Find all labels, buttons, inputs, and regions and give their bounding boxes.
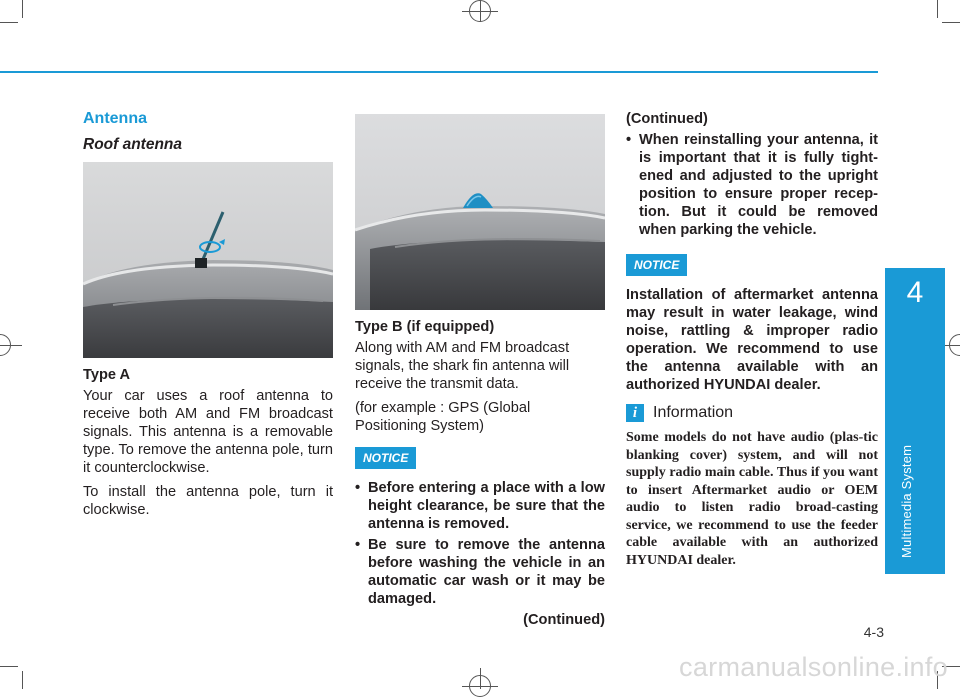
notice-paragraph: Installation of aftermarket antenna may result in water leakage, wind noise, rattling & improper radio operation. We recommend to use the antenna available with an authorized HYUNDAI dealer. [626, 287, 878, 393]
list-item: • When reinstalling your antenna, it is important that it is fully tight-ened and adjusted to the upright position to ensure proper recep-tion. But it could be removed when parking the vehicle. [626, 131, 878, 239]
list-item: • Before entering a place with a low height clearance, be sure that the antenna is removed. [355, 479, 605, 533]
crop-mark [937, 0, 938, 18]
body-paragraph: To install the antenna pole, turn it clockwise. [83, 484, 333, 518]
notice-badge: NOTICE [626, 254, 687, 276]
type-a-label: Type A [83, 367, 131, 383]
registration-mark [0, 345, 22, 346]
subsection-heading: Roof antenna [83, 136, 183, 153]
continued-label: (Continued) [523, 612, 605, 628]
notice-badge: NOTICE [355, 447, 416, 469]
chapter-number: 4 [906, 276, 924, 309]
registration-mark [462, 686, 498, 687]
shark-fin-antenna-photo [355, 114, 605, 310]
column-2 [355, 114, 605, 629]
info-icon: i [626, 404, 644, 422]
registration-mark [462, 11, 498, 12]
column-3 [626, 110, 878, 569]
roof-antenna-photo [83, 162, 333, 358]
continued-label: (Continued) [626, 111, 708, 127]
column-1 [83, 110, 333, 525]
section-heading: Antenna [83, 110, 147, 127]
crop-mark [22, 0, 23, 18]
body-paragraph: Along with AM and FM broadcast signals, the shark fin antenna will receive the transmit data. [355, 340, 570, 392]
page-number: 4-3 [863, 624, 884, 640]
header-rule [0, 71, 878, 73]
body-paragraph: (for example : GPS (Global Positioning System) [355, 400, 531, 434]
chapter-tab [885, 268, 945, 574]
body-paragraph: Your car uses a roof antenna to receive both AM and FM broadcast signals. This antenna is a removable type. To remove the antenna pole, turn it counterclockwise. [83, 388, 333, 476]
notice-list [355, 479, 605, 608]
crop-mark [0, 22, 18, 23]
crop-mark [0, 666, 18, 667]
crop-mark [942, 22, 960, 23]
crop-mark [22, 671, 23, 689]
list-item: • Be sure to remove the antenna before washing the vehicle in an automatic car wash or it may be damaged. [355, 536, 605, 608]
information-heading [626, 404, 878, 422]
chapter-title: Multimedia System [899, 444, 914, 558]
information-title: Information [653, 404, 734, 421]
type-b-label: Type B (if equipped) [355, 319, 495, 335]
watermark: carmanualsonline.info [679, 652, 948, 682]
information-paragraph: Some models do not have audio (plas-tic blanking cover) system, and will not supply radio main cable. Thus if you want to insert Aftermarket audio or OEM audio to listen radio broad-casting service, we recommend to use the feeder cable available with an authorized HYUNDAI dealer. [626, 430, 878, 568]
notice-list [626, 131, 878, 239]
